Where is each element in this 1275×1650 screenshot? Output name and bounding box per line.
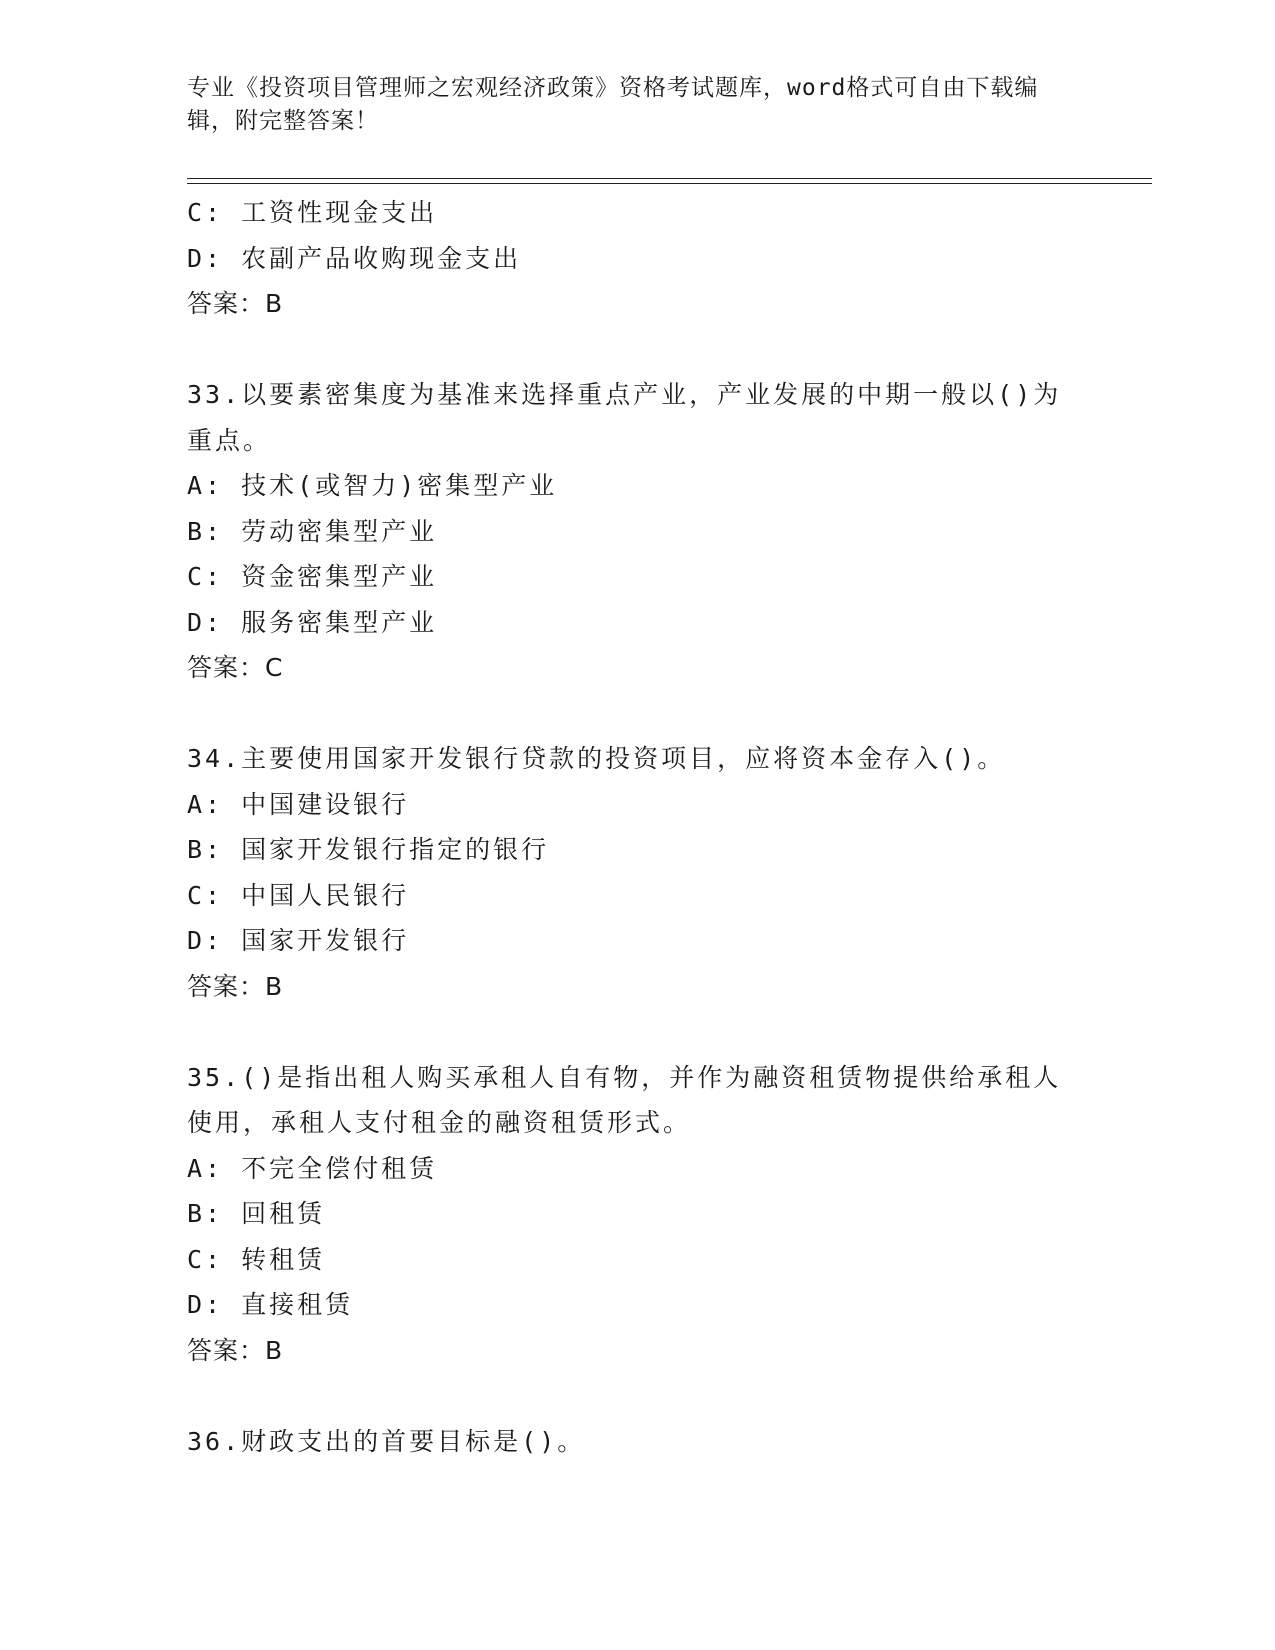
question-33 [187,372,1087,691]
option-a: A: 技术(或智力)密集型产业 [187,471,558,500]
question-stem: 35.()是指出租人购买承租人自有物，并作为融资租赁物提供给承租人使用，承租人支付租金的融资租赁形式。 [187,1062,1062,1137]
question-36 [187,1419,1087,1465]
question-stem: 33.以要素密集度为基准来选择重点产业，产业发展的中期一般以()为重点。 [187,380,1062,455]
option-b: B: 回租赁 [187,1199,326,1228]
question-34 [187,736,1087,1009]
option-c: C: 中国人民银行 [187,880,410,910]
option-a: A: 不完全偿付租赁 [187,1153,438,1183]
question-stem: 34.主要使用国家开发银行贷款的投资项目，应将资本金存入()。 [187,744,1006,773]
answer-line: 答案：B [187,289,284,318]
option-d: D: 直接租赁 [187,1290,354,1319]
question-stem: 36.财政支出的首要目标是()。 [187,1426,586,1456]
document-header: 专业《投资项目管理师之宏观经济政策》资格考试题库，word格式可自由下载编辑，附完整答案！ [187,75,1039,134]
option-c: C: 转租赁 [187,1244,326,1274]
question-list [187,190,1087,1464]
question-35 [187,1055,1087,1374]
header-divider-bottom [187,183,1152,184]
option-b: B: 劳动密集型产业 [187,516,438,546]
answer-line: 答案：C [187,653,284,682]
answer-line: 答案：B [187,1335,284,1365]
option-c: C: 工资性现金支出 [187,198,438,227]
option-a: A: 中国建设银行 [187,789,410,819]
option-d: D: 国家开发银行 [187,926,410,955]
answer-line: 答案：B [187,971,284,1001]
option-c: C: 资金密集型产业 [187,562,438,591]
option-d: D: 农副产品收购现金支出 [187,243,522,273]
option-b: B: 国家开发银行指定的银行 [187,835,550,864]
option-d: D: 服务密集型产业 [187,607,438,637]
header-divider-top [187,178,1152,179]
prev-question-tail [187,190,1087,327]
